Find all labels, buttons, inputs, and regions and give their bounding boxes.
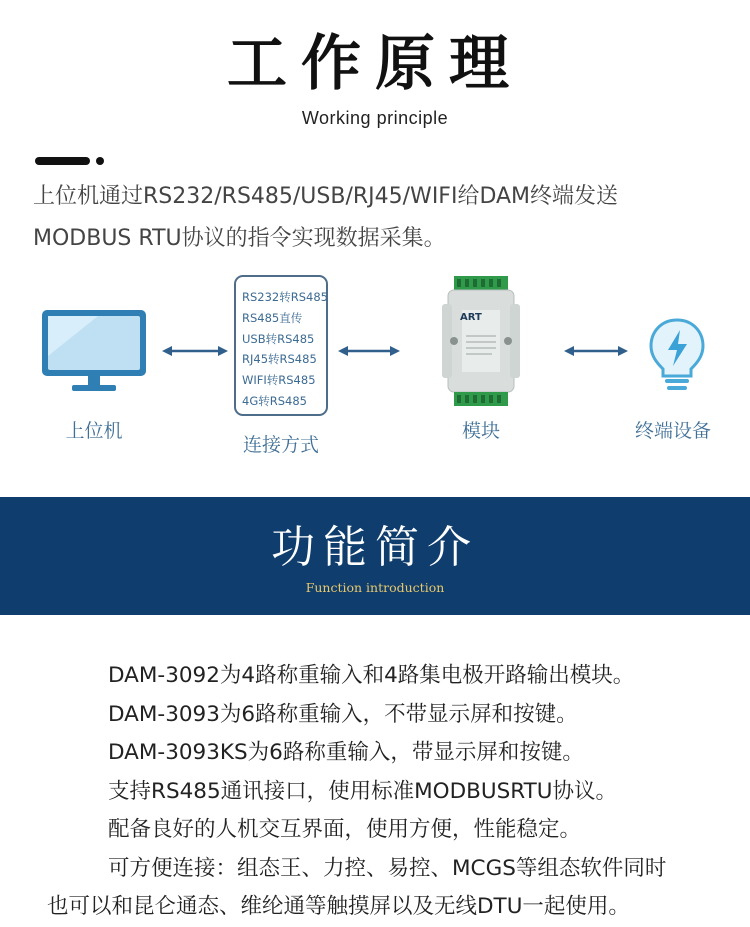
divider-bar [35, 157, 90, 165]
intro-paragraph [33, 176, 733, 260]
host-label: 上位机 [65, 420, 123, 442]
function-line: DAM-3093KS为6路称重输入，带显示屏和按键。 [108, 740, 584, 765]
device-label: 终端设备 [634, 420, 711, 442]
function-line: DAM-3093为6路称重输入，不带显示屏和按键。 [108, 701, 578, 727]
connection-item: WIFI转RS485 [242, 373, 316, 388]
module-label: 模块 [461, 420, 500, 442]
lightbulb-icon [646, 316, 708, 398]
function-line-continuation: 也可以和昆仑通态、维纶通等触摸屏以及无线DTU一起使用。 [47, 894, 630, 919]
function-title: 功能简介 [271, 522, 479, 573]
connection-item: RS232转RS485 [242, 290, 328, 304]
connection-item: USB转RS485 [242, 331, 315, 346]
function-line: 配备良好的人机交互界面，使用方便，性能稳定。 [108, 817, 582, 842]
module-brand: ART [460, 312, 482, 323]
function-line: 支持RS485通讯接口，使用标准MODBUSRTU协议。 [108, 778, 618, 804]
section-subtitle: Working principle [301, 108, 449, 128]
section-title: 工作原理 [227, 29, 523, 99]
double-arrow-icon [162, 345, 228, 357]
monitor-icon [38, 306, 150, 398]
connection-item: 4G转RS485 [242, 393, 307, 408]
divider-dot [96, 157, 104, 165]
connection-item: RS485直传 [242, 310, 303, 325]
module-icon [442, 276, 520, 410]
double-arrow-icon [564, 345, 628, 357]
function-line: DAM-3092为4路称重输入和4路集电极开路输出模块。 [108, 663, 635, 688]
intro-line: 上位机通过RS232/RS485/USB/RJ45/WIFI给DAM终端发送 [33, 184, 619, 209]
connection-label: 连接方式 [242, 434, 319, 456]
double-arrow-icon [338, 345, 400, 357]
function-line: 可方便连接：组态王、力控、易控、MCGS等组态软件同时 [108, 855, 667, 881]
function-list [0, 657, 750, 927]
function-subtitle: Function introduction [305, 580, 445, 595]
intro-line: MODBUS RTU协议的指令实现数据采集。 [33, 226, 446, 251]
connection-item: RJ45转RS485 [242, 352, 317, 367]
connection-list [234, 275, 328, 416]
